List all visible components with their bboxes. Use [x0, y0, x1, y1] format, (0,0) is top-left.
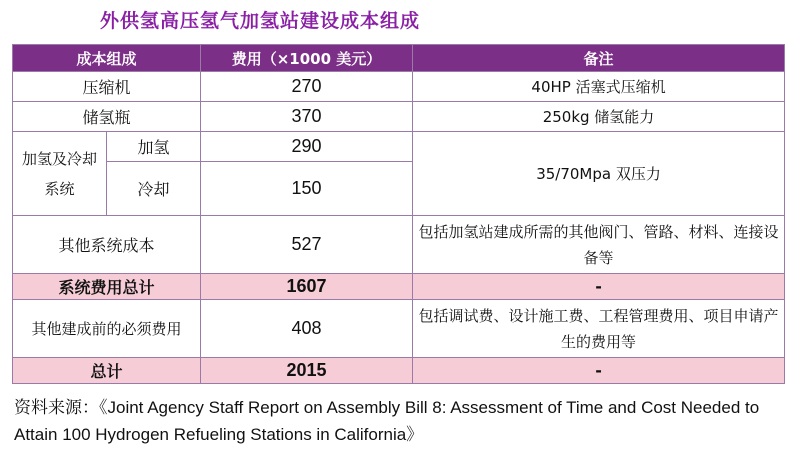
row-label: 其他建成前的必须费用	[13, 300, 201, 358]
row-cost: 527	[201, 216, 413, 274]
row-cost: 408	[201, 300, 413, 358]
table-row	[13, 300, 785, 358]
row-note: 包括加氢站建成所需的其他阀门、管路、材料、连接设备等	[413, 216, 785, 274]
header-cost: 费用（×1000 美元）	[201, 45, 413, 72]
row-label: 系统费用总计	[13, 274, 201, 300]
row-note: 40HP 活塞式压缩机	[413, 72, 785, 102]
row-label: 总计	[13, 358, 201, 384]
row-note: 35/70Mpa 双压力	[413, 132, 785, 216]
row-note: -	[413, 358, 785, 384]
header-note: 备注	[413, 45, 785, 72]
page-title: 外供氢高压氢气加氢站建设成本组成	[100, 10, 421, 32]
table-row	[13, 72, 785, 102]
row-cost: 1607	[201, 274, 413, 300]
table-row-grand-total	[13, 358, 785, 384]
row-group-label: 加氢及冷却系统	[13, 132, 107, 216]
table-row	[13, 102, 785, 132]
cost-table	[12, 44, 785, 384]
row-cost: 370	[201, 102, 413, 132]
row-label: 压缩机	[13, 72, 201, 102]
row-sublabel: 冷却	[107, 162, 201, 216]
row-label: 其他系统成本	[13, 216, 201, 274]
table-row-total	[13, 274, 785, 300]
table-row	[13, 216, 785, 274]
header-component: 成本组成	[13, 45, 201, 72]
row-cost: 150	[201, 162, 413, 216]
table-row	[13, 132, 785, 162]
row-label: 储氢瓶	[13, 102, 201, 132]
row-cost: 2015	[201, 358, 413, 384]
table-header-row	[13, 45, 785, 72]
row-cost: 290	[201, 132, 413, 162]
row-note: 250kg 储氢能力	[413, 102, 785, 132]
source-citation: 资料来源：《Joint Agency Staff Report on Assembly Bill 8: Assessment of Time and Cost Needed to Attain 100 Hydrogen Refueling Stations in California》	[14, 398, 760, 444]
row-note: -	[413, 274, 785, 300]
row-sublabel: 加氢	[107, 132, 201, 162]
row-note: 包括调试费、设计施工费、工程管理费用、项目申请产生的费用等	[413, 300, 785, 358]
row-cost: 270	[201, 72, 413, 102]
